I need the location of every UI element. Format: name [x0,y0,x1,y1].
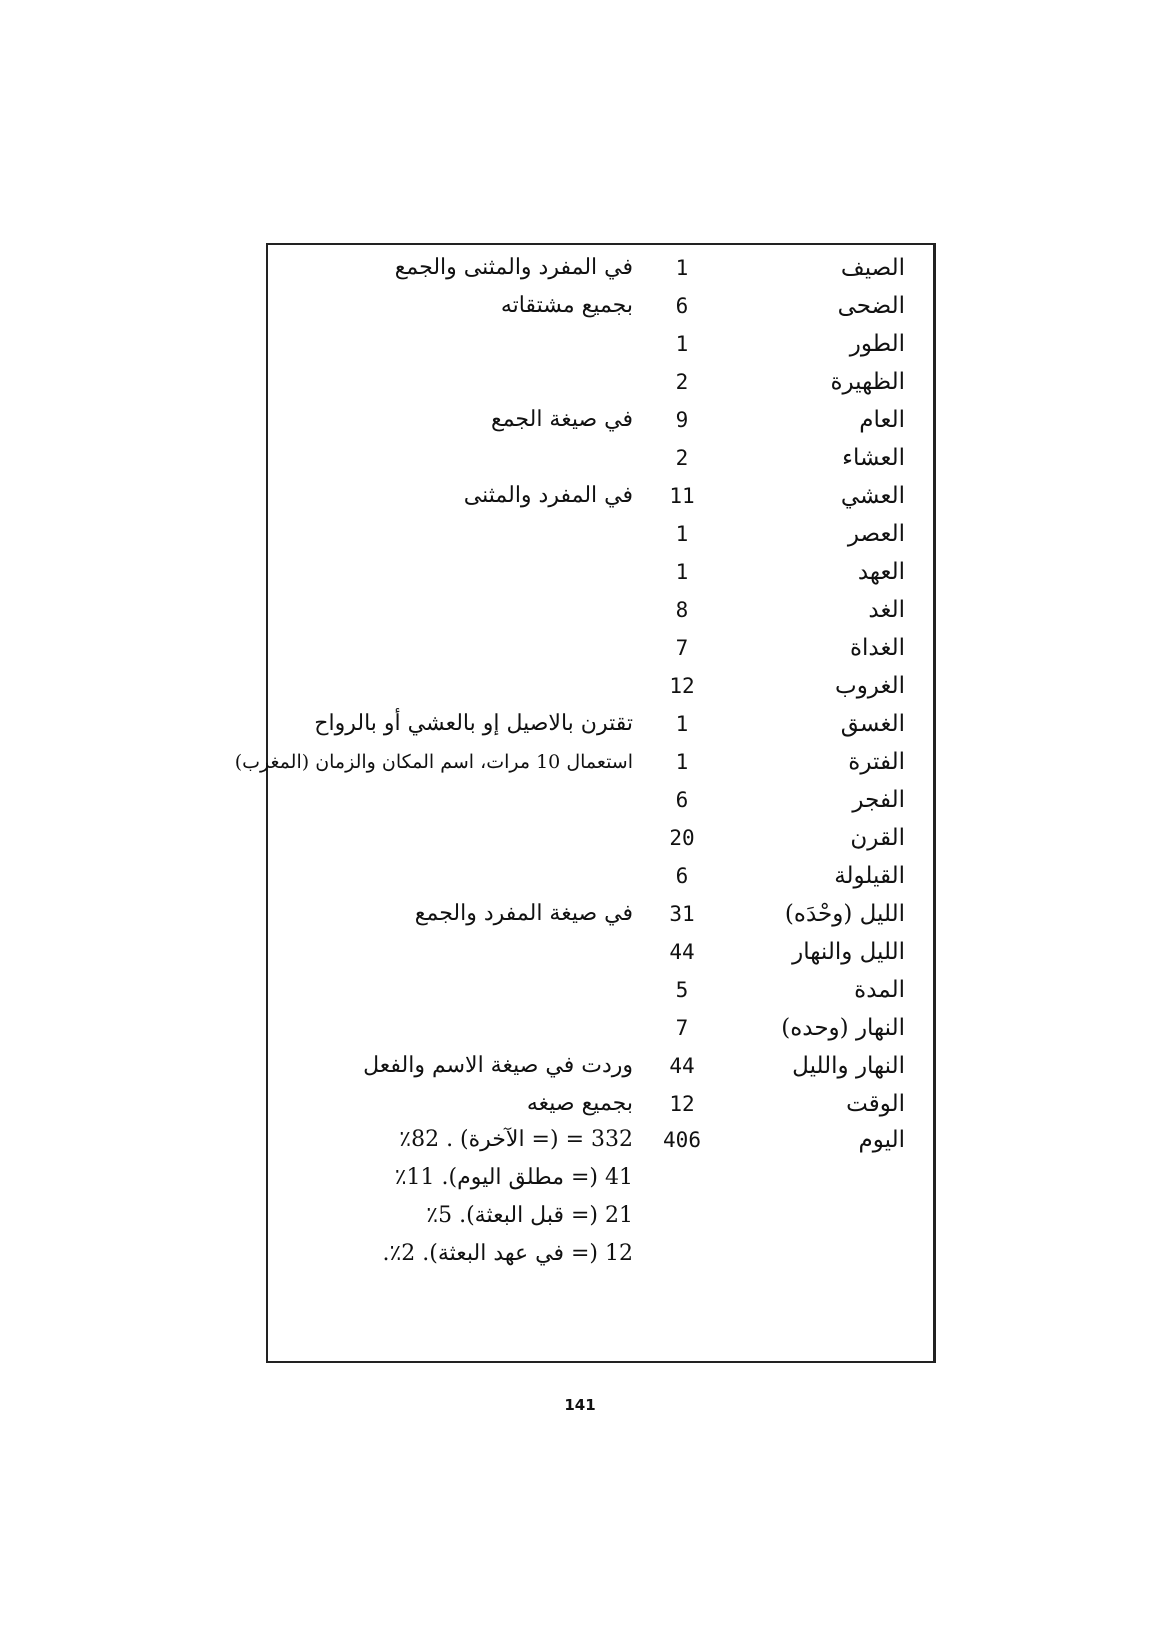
count-cell: 44 [669,940,695,964]
count-cell: 1 [675,522,689,546]
table-row [268,781,933,819]
note-cell: بجميع صيغه [526,1091,633,1116]
note-cell: 332 = (= الآخرة) . 82٪ [399,1127,633,1152]
count-cell: 2 [675,370,689,394]
table-row [268,895,933,933]
note-cell: بجميع مشتقاته [500,293,633,318]
count-cell: 8 [675,598,689,622]
table-row [268,591,933,629]
term-cell: العهد [857,559,905,585]
note-cell: استعمال 10 مرات، اسم المكان والزمان (المغرب) [234,751,633,773]
count-cell: 44 [669,1054,695,1078]
table-row [268,1121,933,1159]
term-cell: النهار والليل [792,1053,905,1079]
breakdown-line: 21 (= قبل البعثة). 5٪ [426,1203,633,1228]
table-frame [234,243,936,1363]
term-cell: الطور [849,331,905,357]
note-cell: في المفرد والمثنى [463,483,633,508]
count-cell: 6 [675,864,689,888]
term-cell: العام [859,407,905,433]
term-cell: الفجر [852,787,905,813]
term-cell: العشي [840,483,905,509]
table-row [234,743,933,781]
count-cell: 1 [675,560,689,584]
count-cell: 7 [675,636,689,660]
table-row [268,515,933,553]
count-cell: 1 [675,332,689,356]
count-cell: 2 [675,446,689,470]
note-cell: وردت في صيغة الاسم والفعل [363,1053,633,1078]
term-cell: الليل والنهار [792,939,905,965]
table-row [268,439,933,477]
breakdown-line: 41 (= مطلق اليوم). 11٪ [394,1165,633,1190]
term-table [234,245,933,1361]
count-cell: 406 [663,1128,701,1152]
count-cell: 11 [669,484,695,508]
count-cell: 12 [669,1092,695,1116]
term-cell: الليل (وحْدَه) [784,901,905,927]
page-number: 141 [564,1396,596,1414]
table-row [268,1085,933,1123]
term-cell: اليوم [858,1127,905,1153]
note-cell: في المفرد والمثنى والجمع [394,255,633,280]
term-cell: الظهيرة [830,369,905,395]
note-cell: في صيغة الجمع [490,407,633,432]
count-cell: 9 [675,408,689,432]
term-cell: الوقت [846,1091,905,1117]
table-row [268,857,933,895]
count-cell: 5 [675,978,689,1002]
count-cell: 12 [669,674,695,698]
note-cell: تقترن بالاصيل إو بالعشي أو بالرواح [314,711,633,736]
table-row [268,477,933,515]
table-row [268,553,933,591]
term-cell: الصيف [840,255,905,281]
table-row [268,363,933,401]
note-cell: في صيغة المفرد والجمع [414,901,633,926]
term-cell: القيلولة [834,863,905,889]
table-row [268,971,933,1009]
count-cell: 31 [669,902,695,926]
table-row [268,1047,933,1085]
term-cell: المدة [854,977,905,1003]
term-cell: الضحى [837,293,905,319]
count-cell: 7 [675,1016,689,1040]
table-row [268,667,933,705]
count-cell: 6 [675,788,689,812]
table-row [268,287,933,325]
term-cell: الغداة [849,635,905,661]
term-cell: الغسق [840,711,905,737]
table-row [268,933,933,971]
term-cell: الغد [868,597,905,623]
count-cell: 1 [675,712,689,736]
table-row [268,819,933,857]
term-cell: النهار (وحده) [781,1015,905,1041]
count-cell: 1 [675,750,689,774]
table-row [268,705,933,743]
table-row [268,325,933,363]
table-row [268,249,933,287]
table-row [268,401,933,439]
count-cell: 6 [675,294,689,318]
term-cell: الغروب [835,673,905,699]
count-cell: 20 [669,826,695,850]
term-cell: العصر [847,521,905,547]
table-row [268,629,933,667]
breakdown-line: 12 (= في عهد البعثة). 2٪. [382,1241,633,1266]
term-cell: العشاء [842,445,905,471]
table-row [268,1009,933,1047]
term-cell: القرن [850,825,905,851]
count-cell: 1 [675,256,689,280]
term-cell: الفترة [848,749,905,775]
